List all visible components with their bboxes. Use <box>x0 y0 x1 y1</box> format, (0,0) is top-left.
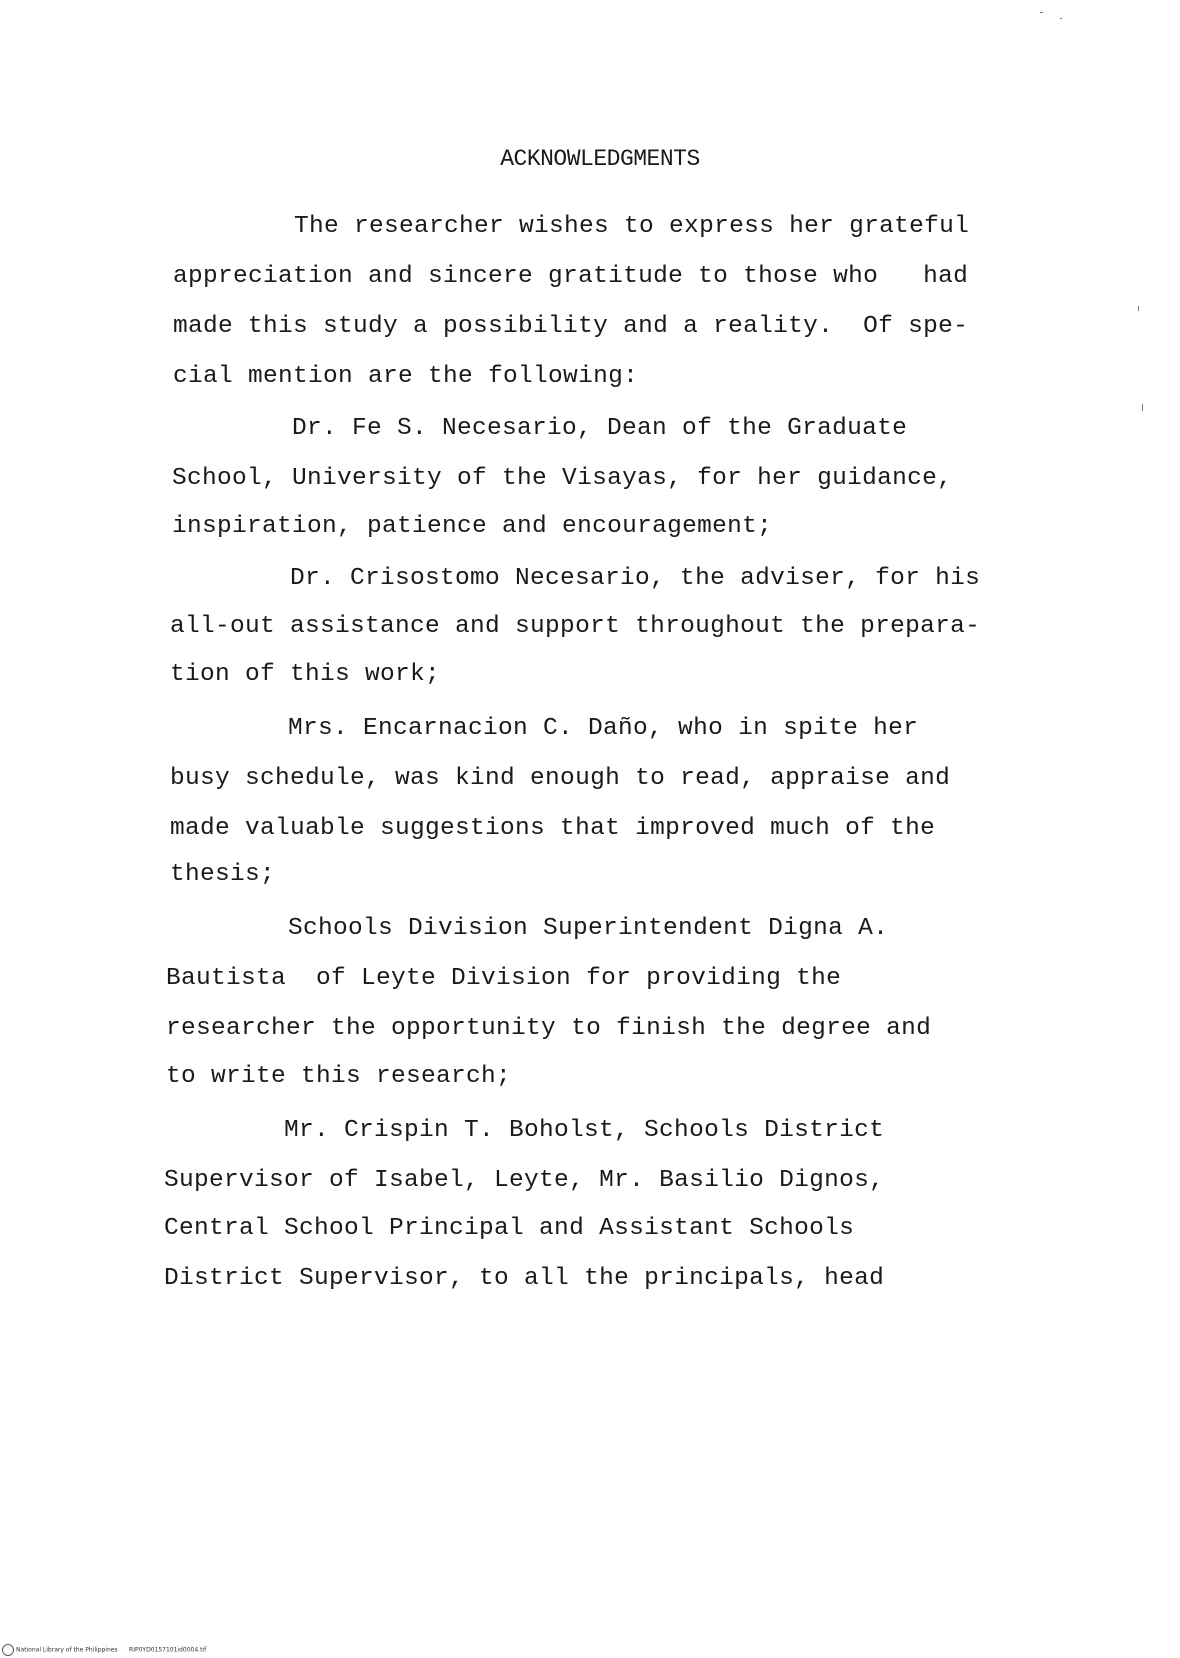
text-line: Mrs. Encarnacion C. Daño, who in spite her <box>288 715 919 742</box>
text-line: made this study a possibility and a reality. Of spe- <box>173 313 969 340</box>
scan-speck <box>1138 306 1139 311</box>
library-seal-icon <box>2 1644 14 1656</box>
scan-speck <box>1040 12 1043 13</box>
text-line: busy schedule, was kind enough to read, appraise and <box>170 765 951 792</box>
footer-library: National Library of the Philippines <box>16 1646 118 1654</box>
text-line: Dr. Crisostomo Necesario, the adviser, for his <box>290 565 981 592</box>
text-line: District Supervisor, to all the principals, head <box>164 1265 885 1292</box>
text-line: School, University of the Visayas, for her guidance, <box>172 465 953 492</box>
text-line: The researcher wishes to express her grateful <box>294 213 970 240</box>
scan-footer <box>2 1644 206 1656</box>
text-line: inspiration, patience and encouragement; <box>172 513 773 540</box>
text-line: cial mention are the following: <box>173 363 639 390</box>
page-title: ACKNOWLEDGMENTS <box>500 146 700 172</box>
text-line: Schools Division Superintendent Digna A. <box>288 915 889 942</box>
text-line: to write this research; <box>166 1063 512 1090</box>
scan-speck <box>1060 18 1062 19</box>
text-line: Bautista of Leyte Division for providing the <box>166 965 842 992</box>
footer-file-id: RIP0YD0157101id0004.tif <box>129 1646 207 1654</box>
text-line: Supervisor of Isabel, Leyte, Mr. Basilio Dignos, <box>164 1167 885 1194</box>
text-line: made valuable suggestions that improved much of the <box>170 815 936 842</box>
text-line: tion of this work; <box>170 661 441 688</box>
text-line: all-out assistance and support throughout the prepara- <box>170 613 981 640</box>
text-line: researcher the opportunity to finish the degree and <box>166 1015 932 1042</box>
text-line: thesis; <box>170 861 276 888</box>
scan-speck <box>1142 404 1143 411</box>
text-line: appreciation and sincere gratitude to those who had <box>173 263 969 290</box>
text-line: Dr. Fe S. Necesario, Dean of the Graduate <box>292 415 908 442</box>
text-line: Central School Principal and Assistant Schools <box>164 1215 855 1242</box>
text-line: Mr. Crispin T. Boholst, Schools District <box>284 1117 885 1144</box>
